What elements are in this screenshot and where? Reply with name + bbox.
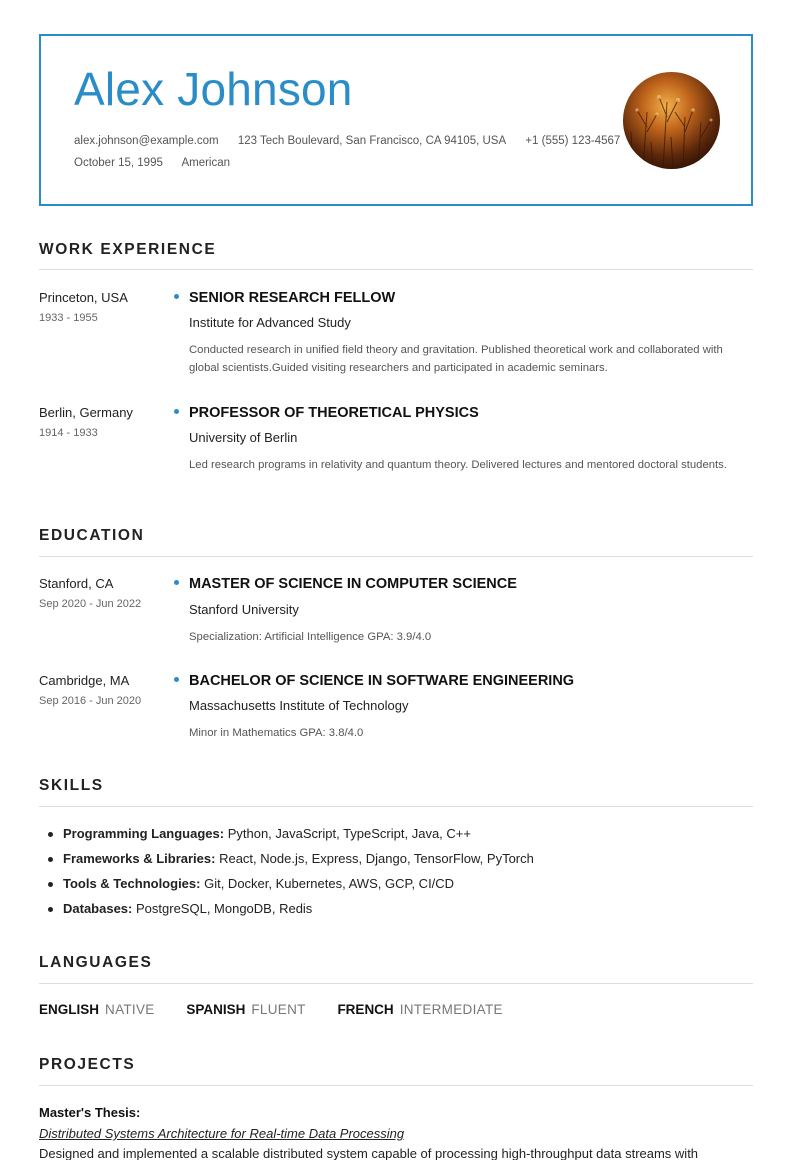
skill-category: Databases: xyxy=(63,901,133,916)
bullet-dot xyxy=(174,677,179,682)
work-description: Led research programs in relativity and quantum theory. Delivered lectures and mentored doctoral students. xyxy=(189,459,727,471)
skill-values: React, Node.js, Express, Django, TensorFlow, PyTorch xyxy=(219,851,534,866)
education-details: Specialization: Artificial Intelligence GPA: 3.9/4.0 xyxy=(189,631,432,643)
work-dates: 1914 - 1933 xyxy=(39,427,98,439)
skill-values: Git, Docker, Kubernetes, AWS, GCP, CI/CD xyxy=(204,876,455,891)
skill-category: Frameworks & Libraries: xyxy=(63,851,216,866)
language-level: INTERMEDIATE xyxy=(399,1002,503,1017)
language-level: NATIVE xyxy=(105,1002,155,1017)
work-location: Princeton, USA xyxy=(39,290,128,305)
language-name: FRENCH xyxy=(337,1002,394,1017)
bullet-dot xyxy=(174,409,179,414)
bullet-dot xyxy=(48,857,53,862)
work-description: Conducted research in unified field theory and gravitation. Published theoretical work and collaborated with global scientists.Guided visiting researchers and participated in academic seminars. xyxy=(189,344,723,374)
projects-heading: PROJECTS xyxy=(39,1056,136,1073)
education-details: Minor in Mathematics GPA: 3.8/4.0 xyxy=(189,727,364,739)
bullet-dot xyxy=(48,832,53,837)
email-text: alex.johnson@example.com xyxy=(74,135,219,147)
work-dates: 1933 - 1955 xyxy=(39,312,98,324)
bullet-dot xyxy=(174,294,179,299)
degree-title: MASTER OF SCIENCE IN COMPUTER SCIENCE xyxy=(189,576,517,592)
work-title: PROFESSOR OF THEORETICAL PHYSICS xyxy=(189,405,479,421)
skill-values: Python, JavaScript, TypeScript, Java, C++ xyxy=(227,826,471,841)
skills-list xyxy=(39,824,534,924)
language-item xyxy=(186,1002,305,1017)
project-label: Master's Thesis: xyxy=(39,1105,141,1120)
skills-heading: SKILLS xyxy=(39,777,104,794)
school-name: Stanford University xyxy=(189,602,299,617)
address-text: 123 Tech Boulevard, San Francisco, CA 94105, USA xyxy=(237,135,507,147)
nationality-text: American xyxy=(181,157,231,169)
language-level: FLUENT xyxy=(251,1002,306,1017)
skill-category: Programming Languages: xyxy=(63,826,225,841)
project-title-link[interactable]: Distributed Systems Architecture for Real-time Data Processing xyxy=(39,1126,405,1141)
bullet-dot xyxy=(174,580,179,585)
personal-info-row xyxy=(74,157,246,169)
profile-photo xyxy=(623,72,720,169)
birthdate-text: October 15, 1995 xyxy=(74,157,163,169)
languages-heading: LANGUAGES xyxy=(39,954,153,971)
work-location: Berlin, Germany xyxy=(39,405,133,420)
list-item xyxy=(39,874,534,899)
languages-row xyxy=(39,1002,531,1017)
list-item xyxy=(39,899,534,924)
education-heading: EDUCATION xyxy=(39,527,145,544)
education-dates: Sep 2016 - Jun 2020 xyxy=(39,695,142,707)
work-experience-heading: WORK EXPERIENCE xyxy=(39,241,217,258)
skill-category: Tools & Technologies: xyxy=(63,876,201,891)
section-divider xyxy=(39,269,753,270)
language-name: SPANISH xyxy=(186,1002,246,1017)
section-divider xyxy=(39,983,753,984)
skill-values: PostgreSQL, MongoDB, Redis xyxy=(136,901,313,916)
language-name: ENGLISH xyxy=(39,1002,100,1017)
contact-row xyxy=(74,135,636,147)
section-divider xyxy=(39,1085,753,1086)
section-divider xyxy=(39,556,753,557)
degree-title: BACHELOR OF SCIENCE IN SOFTWARE ENGINEERING xyxy=(189,673,575,689)
list-item xyxy=(39,849,534,874)
education-location: Cambridge, MA xyxy=(39,673,130,688)
bullet-dot xyxy=(48,882,53,887)
project-description: Designed and implemented a scalable distributed system capable of processing high-throughput data streams with xyxy=(39,1146,699,1160)
phone-text: +1 (555) 123-4567 xyxy=(525,135,621,147)
work-title: SENIOR RESEARCH FELLOW xyxy=(189,290,396,306)
education-dates: Sep 2020 - Jun 2022 xyxy=(39,598,142,610)
school-name: Massachusetts Institute of Technology xyxy=(189,698,409,713)
education-location: Stanford, CA xyxy=(39,576,114,591)
language-item xyxy=(337,1002,502,1017)
candidate-name: Alex Johnson xyxy=(74,63,353,115)
header-card xyxy=(39,34,753,206)
work-organization: University of Berlin xyxy=(189,430,298,445)
work-organization: Institute for Advanced Study xyxy=(189,315,351,330)
list-item xyxy=(39,824,534,849)
section-divider xyxy=(39,806,753,807)
language-item xyxy=(39,1002,155,1017)
bullet-dot xyxy=(48,907,53,912)
